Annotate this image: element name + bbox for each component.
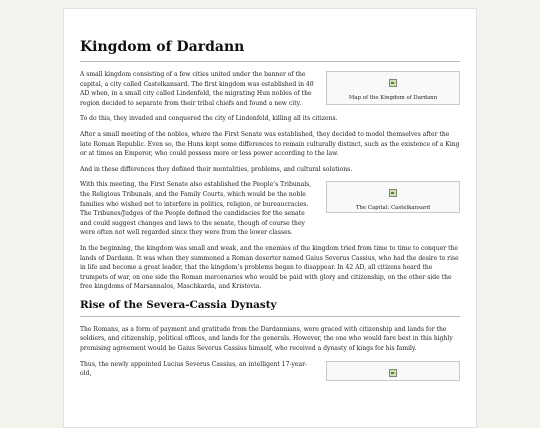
section-divider — [80, 316, 460, 317]
figure-capital[interactable] — [326, 181, 460, 213]
paragraph: And in these differences they defined their mentalities, problems, and cultural solutions. — [80, 165, 353, 173]
section-heading: Rise of the Severa-Cassia Dynasty — [80, 298, 277, 311]
broken-image-icon — [389, 369, 397, 377]
figure-caption: The Capital: Castelkansard — [355, 205, 431, 212]
figure-third[interactable] — [326, 361, 460, 381]
broken-image-icon — [389, 79, 397, 87]
figure-caption: Map of the Kingdom of Dardann — [348, 95, 438, 101]
paragraph: After a small meeting of the nobles, where the First Senate was established, they decided to model themselves after the late Roman Republic. Even so, the Huns kept some differences to remain culturally distinct, such as the existence of a King or at times an Emperor, who could possess more or less power according to the law. — [80, 130, 460, 158]
paragraph: The Romans, as a form of payment and gratitude from the Dardannians, were graced with citizenship and lands for the soldiers, and citizenship, political offices, and lands for the generals. However, the one who would fare best in this highly promising agreement would be Gaius Severus Cassius himself, who received a dynasty of kings for his family. — [80, 325, 453, 353]
paragraph: A small kingdom consisting of a few cities united under the banner of the capital, a city called Castelkansard. The first kingdom was established in 40 AD when, in a small city called Lindenfeld, the migrating Hun nobles of the region decided to separate from their tribal chiefs and found a new city. — [80, 71, 314, 107]
paragraph: To do this, they invaded and conquered the city of Lindenfeld, killing all its citizens. — [80, 115, 338, 123]
article-page — [63, 8, 477, 428]
title-divider — [80, 61, 460, 62]
figure-map[interactable] — [326, 71, 460, 105]
paragraph: With this meeting, the First Senate also established the People’s Tribunals, the Religious Tribunals, and the Family Courts, which would be the noble families who wished not to interfere in politics, religion, or bureaucracies. The Tribunes/Judges of the People defined the candidacies for the senate and could suggest changes and laws to the senate, though of course they were often not well regarded since they were from the lower classes. — [80, 181, 312, 237]
broken-image-icon — [389, 189, 397, 197]
paragraph: In the beginning, the kingdom was small and weak, and the enemies of the kingdom tried from time to time to conquer the lands of Dardann. It was when they summoned a Roman deserter named Gaius Severus Cassius, who had the desire to rise in life and become a great leader, that the kingdom’s problems began to disappear. In 42 AD, all citizens heard the trumpets of war, on one side the Roman mercenaries who would be paid with glory and citizenship, on the other side the free kingdoms of Marsannalos, Maschkarda, and Kristovia. — [80, 244, 459, 291]
paragraph: Thus, the newly appointed Lucius Severus Cassius, an intelligent 17-year-old, — [80, 360, 308, 378]
page-title: Kingdom of Dardann — [80, 39, 245, 55]
